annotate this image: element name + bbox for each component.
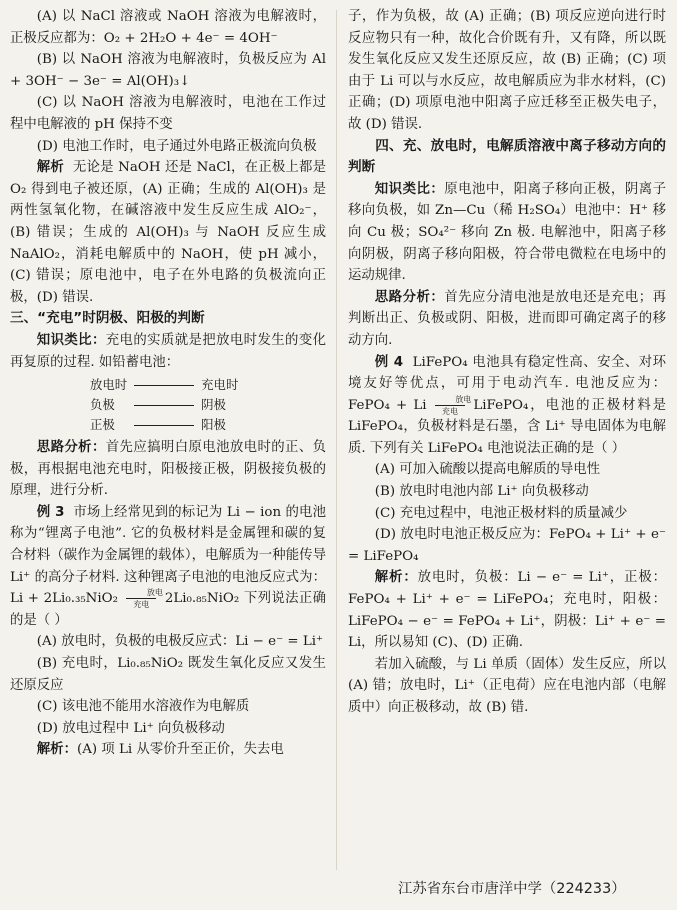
example-4 — [348, 352, 666, 460]
lead-cell-left: 放电时 — [90, 377, 128, 393]
lead-cell-left: 负极 — [90, 397, 115, 413]
option-b-ex2: (B) 以 NaOH 溶液为电解液时，负极反应为 Al + 3OH⁻ − 3e⁻ = Al(OH)₃↓ — [10, 52, 326, 89]
analysis-label: 解析： — [36, 742, 77, 758]
lead-battery-table — [88, 375, 240, 435]
knowledge-analogy-4 — [348, 179, 666, 287]
analysis-ex4-continued: 若加入硫酸，与 Li 单质（固体）发生反应，所以 (A) 错；放电时，Li⁺（正电荷）应在电池内部（电解质中）向正极移动，故 (B) 错. — [348, 656, 666, 715]
option-d-ex3: (D) 放电过程中 Li⁺ 向负极移动 — [36, 720, 225, 736]
option-b-ex3: (B) 充电时，Li₀.₈₅NiO₂ 既发生氧化反应又发生还原反应 — [10, 656, 326, 693]
lead-row — [88, 395, 240, 415]
knowledge-text: 原电池中，阳离子移向正极，阴离子移向负极，如 Zn—Cu（稀 H₂SO₄）电池中：H⁺ 移向 Cu 极；SO₄²⁻ 移向 Zn 极. 电解池中，阳离子移向阴极，阴离子移向阳极，符合带电微粒在电场中的运动规律. — [348, 181, 666, 284]
analysis-ex4 — [348, 567, 666, 653]
approach-text: 首先应分清电池是放电还是充电；再判断出正、负极或阴、阳极，进而即可确定离子的移动方向. — [348, 289, 666, 348]
knowledge-label: 知识类比： — [36, 332, 106, 348]
author-affiliation: 江苏省东台市唐洋中学（224233） — [398, 881, 626, 897]
analysis-text: 放电时，负极：Li − e⁻ = Li⁺，正极：FePO₄ + Li⁺ + e⁻ = LiFePO₄；充电时，阳极：LiFePO₄ − e⁻ = FePO₄ + Li⁺，阴极：Li⁺ + e⁻ = Li，所以易知 (C)、(D) 正确. — [348, 570, 666, 651]
lead-connector — [129, 395, 199, 415]
lead-cell-left: 正极 — [90, 417, 115, 433]
section-heading-3: 三、“充电”时阴极、阳极的判断 — [10, 310, 205, 327]
right-column — [348, 6, 666, 719]
knowledge-text: 充电的实质就是把放电时发生的变化再复原的过程. 如铅蓄电池： — [10, 332, 326, 370]
approach-analysis-3 — [10, 437, 326, 502]
analysis-ex2 — [10, 157, 326, 308]
example-label: 例 3 — [36, 504, 65, 520]
approach-label: 思路分析： — [374, 289, 445, 305]
knowledge-analogy-3 — [10, 330, 326, 373]
analysis-text: 无论是 NaOH 还是 NaCl，在正极上都是 O₂ 得到电子被还原，(A) 正确；生成的 Al(OH)₃ 是两性氢氧化物，在碱溶液中发生反应生成 AlO₂⁻，(B) 错误；生成的 Al(OH)₃ 与 NaOH 反应生成 NaAlO₂，消耗电解质中的 NaOH，使 pH 减小，(C) 错误；原电池中，电子在外电路的负极流向正极，(D) 错误. — [10, 160, 326, 305]
approach-label: 思路分析： — [36, 440, 106, 456]
knowledge-label: 知识类比： — [374, 181, 445, 197]
reaction-arrow — [429, 395, 472, 416]
option-a-ex4: (A) 可加入硫酸以提高电解质的导电性 — [374, 462, 601, 478]
analysis-ex3 — [10, 739, 326, 761]
arrow-bottom-label: 充电 — [133, 600, 150, 610]
example-3 — [10, 502, 326, 632]
option-c-ex3: (C) 该电池不能用水溶液作为电解质 — [36, 699, 250, 715]
lead-cell-right: 阴极 — [201, 397, 226, 413]
option-d-ex2: (D) 电池工作时，电子通过外电路正极流向负极 — [36, 138, 317, 154]
analysis-text: (A) 项 Li 从零价升至正价，失去电 — [76, 742, 284, 758]
option-c-ex2: (C) 以 NaOH 溶液为电解液时，电池在工作过程中电解液的 pH 保持不变 — [10, 95, 326, 132]
reaction-arrow — [120, 588, 163, 609]
lead-cell-right: 充电时 — [201, 377, 239, 393]
arrow-top-label: 放电 — [455, 394, 472, 404]
example-tail: 2Li₀.₈₅NiO₂ 下列说法正确的是（ ） — [10, 591, 326, 628]
option-a-ex3: (A) 放电时，负极的电极反应式：Li − e⁻ = Li⁺ — [36, 634, 324, 650]
lead-connector — [129, 415, 199, 435]
approach-text: 首先应搞明白原电池放电时的正、负极，再根据电池充电时，阳极接正极，阴极接负极的原理，进行分析. — [10, 440, 326, 499]
example-tail: LiFePO₄，电池的正极材料是 LiFePO₄，负极材料是石墨，含 Li⁺ 导电固体为电解质. 下列有关 LiFePO₄ 电池说法正确的是（ ） — [348, 397, 667, 456]
analysis-label: 解析 — [36, 160, 64, 176]
lead-connector — [129, 375, 199, 395]
lead-row — [88, 415, 240, 435]
lead-row — [88, 375, 240, 395]
option-a-ex2: (A) 以 NaCl 溶液或 NaOH 溶液为电解液时，正极反应都为：O₂ + 2H₂O + 4e⁻ = 4OH⁻ — [10, 9, 326, 46]
option-b-ex4: (B) 放电时电池内部 Li⁺ 向负极移动 — [374, 484, 589, 500]
section-heading-4: 四、充、放电时，电解质溶液中离子移动方向的判断 — [348, 137, 666, 176]
option-c-ex4: (C) 充电过程中，电池正极材料的质量减少 — [374, 505, 628, 521]
analysis-ex3-continued: 子，作为负极，故 (A) 正确；(B) 项反应逆向进行时反应物只有一种，故化合价既有升，又有降，所以既发生氧化反应又发生还原反应，故 (B) 正确；(C) 项由于 Li 可以与水反应，故电解质应为非水材料，(C) 正确；(D) 项原电池中阳离子应迁移至正极失电子，故 (D) 错误. — [348, 9, 666, 132]
example-text: LiFePO₄ 电池具有稳定性高、安全、对环境友好等优点，可用于电动汽车. 电池反应为：FePO₄ + Li — [348, 354, 666, 413]
arrow-bottom-label: 充电 — [441, 406, 458, 416]
left-column — [10, 6, 326, 761]
example-label: 例 4 — [374, 354, 404, 370]
option-d-ex4: (D) 放电时电池正极反应为：FePO₄ + Li⁺ + e⁻ = LiFePO₄ — [348, 527, 666, 564]
approach-analysis-4 — [348, 287, 666, 352]
column-divider — [336, 10, 337, 870]
arrow-top-label: 放电 — [146, 588, 163, 598]
analysis-label: 解析： — [374, 570, 418, 586]
example-text: 市场上经常见到的标记为 Li − ion 的电池称为“锂离子电池”. 它的负极材料是金属锂和碳的复合材料（碳作为金属锂的载体），电解质为一种能传导 Li⁺ 的高分子材料. 这种锂离子电池的电池反应式为：Li + 2Li₀.₃₅NiO₂ — [10, 504, 326, 607]
lead-cell-right: 阳极 — [201, 417, 226, 433]
